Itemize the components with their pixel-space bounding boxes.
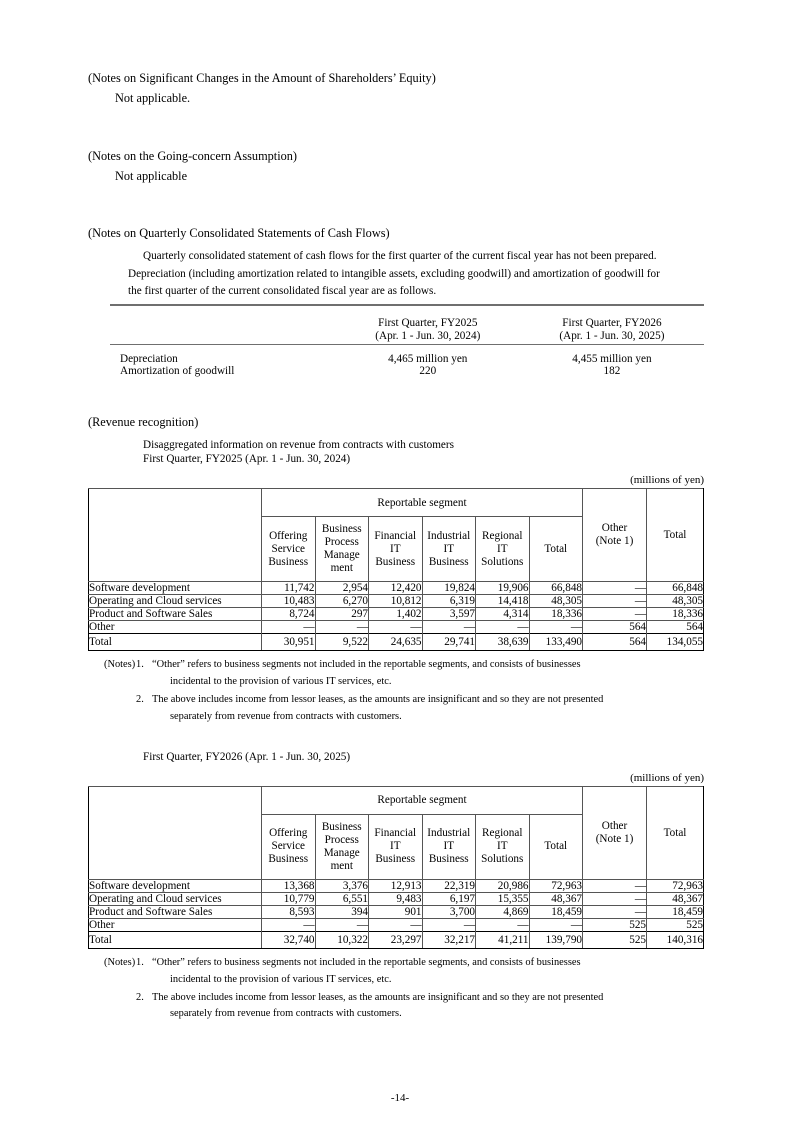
hdr-line: Business bbox=[375, 555, 416, 568]
cell-value: — bbox=[583, 905, 647, 918]
note-text: The above includes income from lessor leases, as the amounts are insignificant and so they are not presented bbox=[152, 694, 604, 706]
note-text: “Other” refers to business segments not included in the reportable segments, and consists of businesses bbox=[152, 956, 581, 968]
cell-value: 6,270 bbox=[315, 595, 369, 608]
note-continuation: separately from revenue from contracts with customers. bbox=[170, 1008, 402, 1020]
header-segment-total bbox=[529, 517, 583, 582]
note-number: 1. bbox=[136, 659, 144, 671]
cell-value: — bbox=[422, 918, 476, 931]
header-other bbox=[583, 489, 647, 582]
cell-value: 72,963 bbox=[647, 879, 704, 892]
notes-label: (Notes) bbox=[104, 659, 136, 671]
header-financial-it-business bbox=[369, 517, 423, 582]
rule-cell bbox=[520, 344, 704, 353]
cell-value: 6,551 bbox=[315, 892, 369, 905]
hdr-line: Process bbox=[324, 536, 359, 549]
hdr-line: IT bbox=[389, 542, 401, 555]
cell-value: 32,740 bbox=[262, 931, 316, 948]
cell-value: 6,319 bbox=[422, 595, 476, 608]
hdr-line: Financial bbox=[374, 827, 417, 840]
cell-value: 19,824 bbox=[422, 582, 476, 595]
cell-value: 139,790 bbox=[529, 931, 583, 948]
note-item bbox=[88, 990, 704, 1007]
cell-value: 48,305 bbox=[529, 595, 583, 608]
cell-value: — bbox=[583, 608, 647, 621]
cell-value: — bbox=[583, 582, 647, 595]
header-blank-corner bbox=[89, 786, 262, 879]
depreciation-col-header-fy2025 bbox=[336, 317, 520, 345]
cell-value: 2,954 bbox=[315, 582, 369, 595]
header-other bbox=[583, 786, 647, 879]
segment-table-2 bbox=[88, 786, 704, 949]
cell-value: — bbox=[262, 621, 316, 634]
cell-value: — bbox=[583, 879, 647, 892]
note-item bbox=[88, 955, 704, 972]
cell-value: 564 bbox=[583, 634, 647, 651]
hdr-line: Business bbox=[268, 555, 309, 568]
hdr-line: Solutions bbox=[481, 853, 524, 866]
cell-value: — bbox=[369, 918, 423, 931]
cell-value: — bbox=[315, 621, 369, 634]
note-text: The above includes income from lessor leases, as the amounts are insignificant and so they are not presented bbox=[152, 991, 604, 1003]
cell-value: 24,635 bbox=[369, 634, 423, 651]
depreciation-header-blank bbox=[110, 317, 336, 345]
header-other-line-2: (Note 1) bbox=[595, 832, 634, 845]
header-grand-total: Total bbox=[647, 489, 704, 582]
cell-value: 12,913 bbox=[369, 879, 423, 892]
cell-value: 564 bbox=[583, 621, 647, 634]
hdr-line: IT bbox=[496, 542, 508, 555]
cell-value: 8,724 bbox=[262, 608, 316, 621]
note-number: 2. bbox=[136, 991, 144, 1003]
row-label: Operating and Cloud services bbox=[89, 892, 262, 905]
header-reportable-segment: Reportable segment bbox=[262, 786, 583, 814]
section-body-shareholders-equity: Not applicable. bbox=[115, 91, 191, 106]
cell-value: 10,483 bbox=[262, 595, 316, 608]
row-label: Product and Software Sales bbox=[89, 905, 262, 918]
row-label: Total bbox=[89, 634, 262, 651]
cell-value: 30,951 bbox=[262, 634, 316, 651]
header-other-line-1: Other bbox=[601, 521, 628, 534]
row-value-fy2025: 4,465 million yen bbox=[388, 352, 468, 365]
hdr-line: Offering bbox=[269, 827, 308, 840]
cell-value: 133,490 bbox=[529, 634, 583, 651]
cash-flows-paragraph-1: Quarterly consolidated statement of cash flows for the first quarter of the current fiscal year has not been prepared. bbox=[143, 250, 657, 263]
row-value-fy2025: 220 bbox=[419, 364, 437, 377]
table-total-row bbox=[89, 634, 704, 651]
cell-value: — bbox=[583, 892, 647, 905]
hdr-line: ment bbox=[330, 562, 353, 575]
header-blank-corner bbox=[89, 489, 262, 582]
cell-value: 4,869 bbox=[476, 905, 530, 918]
cell-value: — bbox=[369, 621, 423, 634]
header-offering-service-business bbox=[262, 517, 316, 582]
segment-table-2-units: (millions of yen) bbox=[630, 771, 704, 784]
header-line-2: (Apr. 1 - Jun. 30, 2024) bbox=[375, 330, 481, 343]
header-financial-it-business bbox=[369, 814, 423, 879]
rule-cell bbox=[520, 305, 704, 317]
hdr-line: Manage bbox=[323, 549, 360, 562]
hdr-line: Offering bbox=[269, 529, 308, 542]
note-item bbox=[88, 692, 704, 709]
cell-value: 297 bbox=[315, 608, 369, 621]
cell-value: 11,742 bbox=[262, 582, 316, 595]
cell-value: 3,700 bbox=[422, 905, 476, 918]
cell-value: 41,211 bbox=[476, 931, 530, 948]
header-other-line-2: (Note 1) bbox=[595, 535, 634, 548]
header-industrial-it-business bbox=[422, 517, 476, 582]
depreciation-header-row bbox=[110, 317, 704, 345]
cell-value: 22,319 bbox=[422, 879, 476, 892]
cell-value: 525 bbox=[583, 918, 647, 931]
cell-value: 15,355 bbox=[476, 892, 530, 905]
cell-value: 18,459 bbox=[529, 905, 583, 918]
row-label: Software development bbox=[89, 879, 262, 892]
cell-value: 9,522 bbox=[315, 634, 369, 651]
hdr-line: Total bbox=[544, 840, 568, 853]
cell-value: 18,336 bbox=[529, 608, 583, 621]
hdr-line: IT bbox=[496, 840, 508, 853]
cell-value: — bbox=[476, 621, 530, 634]
note-number: 2. bbox=[136, 694, 144, 706]
depreciation-rule-top-row bbox=[110, 305, 704, 317]
depreciation-table-wrapper bbox=[110, 304, 704, 377]
segment-table-2-caption: First Quarter, FY2026 (Apr. 1 - Jun. 30, 2025) bbox=[143, 750, 351, 763]
hdr-line: Business bbox=[428, 853, 469, 866]
note-continuation: incidental to the provision of various IT services, etc. bbox=[170, 676, 392, 688]
table-row bbox=[89, 608, 704, 621]
segment-table-1-units: (millions of yen) bbox=[630, 474, 704, 487]
header-other-line-1: Other bbox=[601, 819, 628, 832]
cell-value: 10,779 bbox=[262, 892, 316, 905]
segment-table-1-header-row-1 bbox=[89, 489, 704, 517]
segment-table-2-header-row-1 bbox=[89, 786, 704, 814]
header-reportable-segment: Reportable segment bbox=[262, 489, 583, 517]
row-label: Software development bbox=[89, 582, 262, 595]
depreciation-rule-mid-row bbox=[110, 344, 704, 353]
header-grand-total: Total bbox=[647, 786, 704, 879]
cell-value: 4,314 bbox=[476, 608, 530, 621]
cell-value: 525 bbox=[583, 931, 647, 948]
page-number: -14- bbox=[390, 1092, 410, 1104]
row-label: Operating and Cloud services bbox=[89, 595, 262, 608]
segment-table-2-notes bbox=[88, 955, 704, 1023]
cell-value: — bbox=[529, 918, 583, 931]
cell-value: 72,963 bbox=[529, 879, 583, 892]
hdr-line: Solutions bbox=[481, 555, 524, 568]
cell-value: 8,593 bbox=[262, 905, 316, 918]
section-heading-shareholders-equity: (Notes on Significant Changes in the Amount of Shareholders’ Equity) bbox=[88, 71, 436, 85]
rule-cell bbox=[110, 344, 336, 353]
header-line-2: (Apr. 1 - Jun. 30, 2025) bbox=[559, 330, 665, 343]
row-label: Depreciation bbox=[120, 352, 178, 365]
row-label: Total bbox=[89, 931, 262, 948]
header-offering-service-business bbox=[262, 814, 316, 879]
table-row bbox=[89, 582, 704, 595]
cell-value: 48,367 bbox=[529, 892, 583, 905]
cell-value: 564 bbox=[647, 621, 704, 634]
header-line-1: First Quarter, FY2025 bbox=[378, 316, 478, 329]
cell-value: 66,848 bbox=[529, 582, 583, 595]
cash-flows-paragraph-3: the first quarter of the current consolidated fiscal year are as follows. bbox=[128, 284, 437, 297]
cell-value: 140,316 bbox=[647, 931, 704, 948]
note-continuation: incidental to the provision of various IT services, etc. bbox=[170, 973, 392, 985]
cell-value: 12,420 bbox=[369, 582, 423, 595]
table-row bbox=[89, 892, 704, 905]
table-row bbox=[89, 621, 704, 634]
cell-value: — bbox=[422, 621, 476, 634]
cell-value: 10,322 bbox=[315, 931, 369, 948]
table-row bbox=[89, 595, 704, 608]
cell-value: 20,986 bbox=[476, 879, 530, 892]
cell-value: 1,402 bbox=[369, 608, 423, 621]
hdr-line: IT bbox=[443, 840, 455, 853]
row-label: Amortization of goodwill bbox=[120, 364, 235, 377]
cell-value: 10,812 bbox=[369, 595, 423, 608]
depreciation-table bbox=[110, 304, 704, 377]
header-segment-total bbox=[529, 814, 583, 879]
hdr-line: Regional bbox=[482, 529, 523, 542]
segment-table-1-caption: First Quarter, FY2025 (Apr. 1 - Jun. 30, 2024) bbox=[143, 453, 351, 466]
depreciation-row-amortization-of-goodwill bbox=[110, 365, 704, 377]
cell-value: — bbox=[262, 918, 316, 931]
cell-value: 6,197 bbox=[422, 892, 476, 905]
row-label: Other bbox=[89, 621, 262, 634]
hdr-line: Industrial bbox=[427, 529, 471, 542]
segment-table-1-notes bbox=[88, 657, 704, 725]
cell-value: — bbox=[476, 918, 530, 931]
header-industrial-it-business bbox=[422, 814, 476, 879]
cell-value: 38,639 bbox=[476, 634, 530, 651]
hdr-line: Business bbox=[321, 523, 362, 536]
note-text: “Other” refers to business segments not included in the reportable segments, and consists of businesses bbox=[152, 659, 581, 671]
note-item bbox=[88, 657, 704, 674]
cell-value: 48,367 bbox=[647, 892, 704, 905]
row-label: Other bbox=[89, 918, 262, 931]
cell-value: 525 bbox=[647, 918, 704, 931]
cell-value: — bbox=[529, 621, 583, 634]
table-row bbox=[89, 905, 704, 918]
notes-label: (Notes) bbox=[104, 956, 136, 968]
cell-value: 18,336 bbox=[647, 608, 704, 621]
cell-value: 9,483 bbox=[369, 892, 423, 905]
cell-value: 66,848 bbox=[647, 582, 704, 595]
page-content bbox=[88, 0, 704, 1023]
segment-table-1 bbox=[88, 488, 704, 651]
cell-value: — bbox=[315, 918, 369, 931]
cell-value: 134,055 bbox=[647, 634, 704, 651]
note-number: 1. bbox=[136, 956, 144, 968]
table-row bbox=[89, 918, 704, 931]
cash-flows-paragraph-2: Depreciation (including amortization related to intangible assets, excluding goodwill) and amortization of goodwill for bbox=[128, 267, 660, 280]
row-value-fy2026: 4,455 million yen bbox=[572, 352, 652, 365]
note-continuation: separately from revenue from contracts with customers. bbox=[170, 710, 402, 722]
depreciation-row-depreciation bbox=[110, 353, 704, 365]
hdr-line: Business bbox=[321, 820, 362, 833]
header-regional-it-solutions bbox=[476, 517, 530, 582]
cell-value: 3,376 bbox=[315, 879, 369, 892]
hdr-line: Service bbox=[271, 840, 306, 853]
section-heading-going-concern: (Notes on the Going-concern Assumption) bbox=[88, 148, 298, 163]
hdr-line: Financial bbox=[374, 529, 417, 542]
cell-value: 32,217 bbox=[422, 931, 476, 948]
cell-value: 14,418 bbox=[476, 595, 530, 608]
cell-value: 18,459 bbox=[647, 905, 704, 918]
hdr-line: IT bbox=[443, 542, 455, 555]
hdr-line: Total bbox=[544, 542, 568, 555]
header-regional-it-solutions bbox=[476, 814, 530, 879]
table-row bbox=[89, 879, 704, 892]
table-total-row bbox=[89, 931, 704, 948]
revenue-recognition-subheading: Disaggregated information on revenue from contracts with customers bbox=[143, 439, 454, 452]
header-line-1: First Quarter, FY2026 bbox=[562, 316, 662, 329]
cell-value: 394 bbox=[315, 905, 369, 918]
hdr-line: Business bbox=[428, 555, 469, 568]
cell-value: 19,906 bbox=[476, 582, 530, 595]
section-heading-cash-flows: (Notes on Quarterly Consolidated Statements of Cash Flows) bbox=[88, 226, 390, 241]
cell-value: 48,305 bbox=[647, 595, 704, 608]
hdr-line: Business bbox=[268, 853, 309, 866]
hdr-line: IT bbox=[389, 840, 401, 853]
cell-value: 23,297 bbox=[369, 931, 423, 948]
row-value-fy2026: 182 bbox=[603, 364, 621, 377]
hdr-line: Industrial bbox=[427, 827, 471, 840]
hdr-line: Service bbox=[271, 542, 306, 555]
cell-value: 29,741 bbox=[422, 634, 476, 651]
rule-cell bbox=[110, 305, 336, 317]
header-business-process-management bbox=[315, 517, 369, 582]
row-label: Product and Software Sales bbox=[89, 608, 262, 621]
cell-value: 901 bbox=[369, 905, 423, 918]
header-business-process-management bbox=[315, 814, 369, 879]
section-body-going-concern: Not applicable bbox=[115, 168, 188, 183]
section-heading-revenue-recognition: (Revenue recognition) bbox=[88, 414, 199, 429]
hdr-line: Business bbox=[375, 853, 416, 866]
cell-value: 3,597 bbox=[422, 608, 476, 621]
depreciation-col-header-fy2026 bbox=[520, 317, 704, 345]
hdr-line: Process bbox=[324, 833, 359, 846]
rule-cell bbox=[336, 305, 520, 317]
cell-value: 13,368 bbox=[262, 879, 316, 892]
hdr-line: Manage bbox=[323, 846, 360, 859]
rule-cell bbox=[336, 344, 520, 353]
hdr-line: Regional bbox=[482, 827, 523, 840]
hdr-line: ment bbox=[330, 859, 353, 872]
cell-value: — bbox=[583, 595, 647, 608]
